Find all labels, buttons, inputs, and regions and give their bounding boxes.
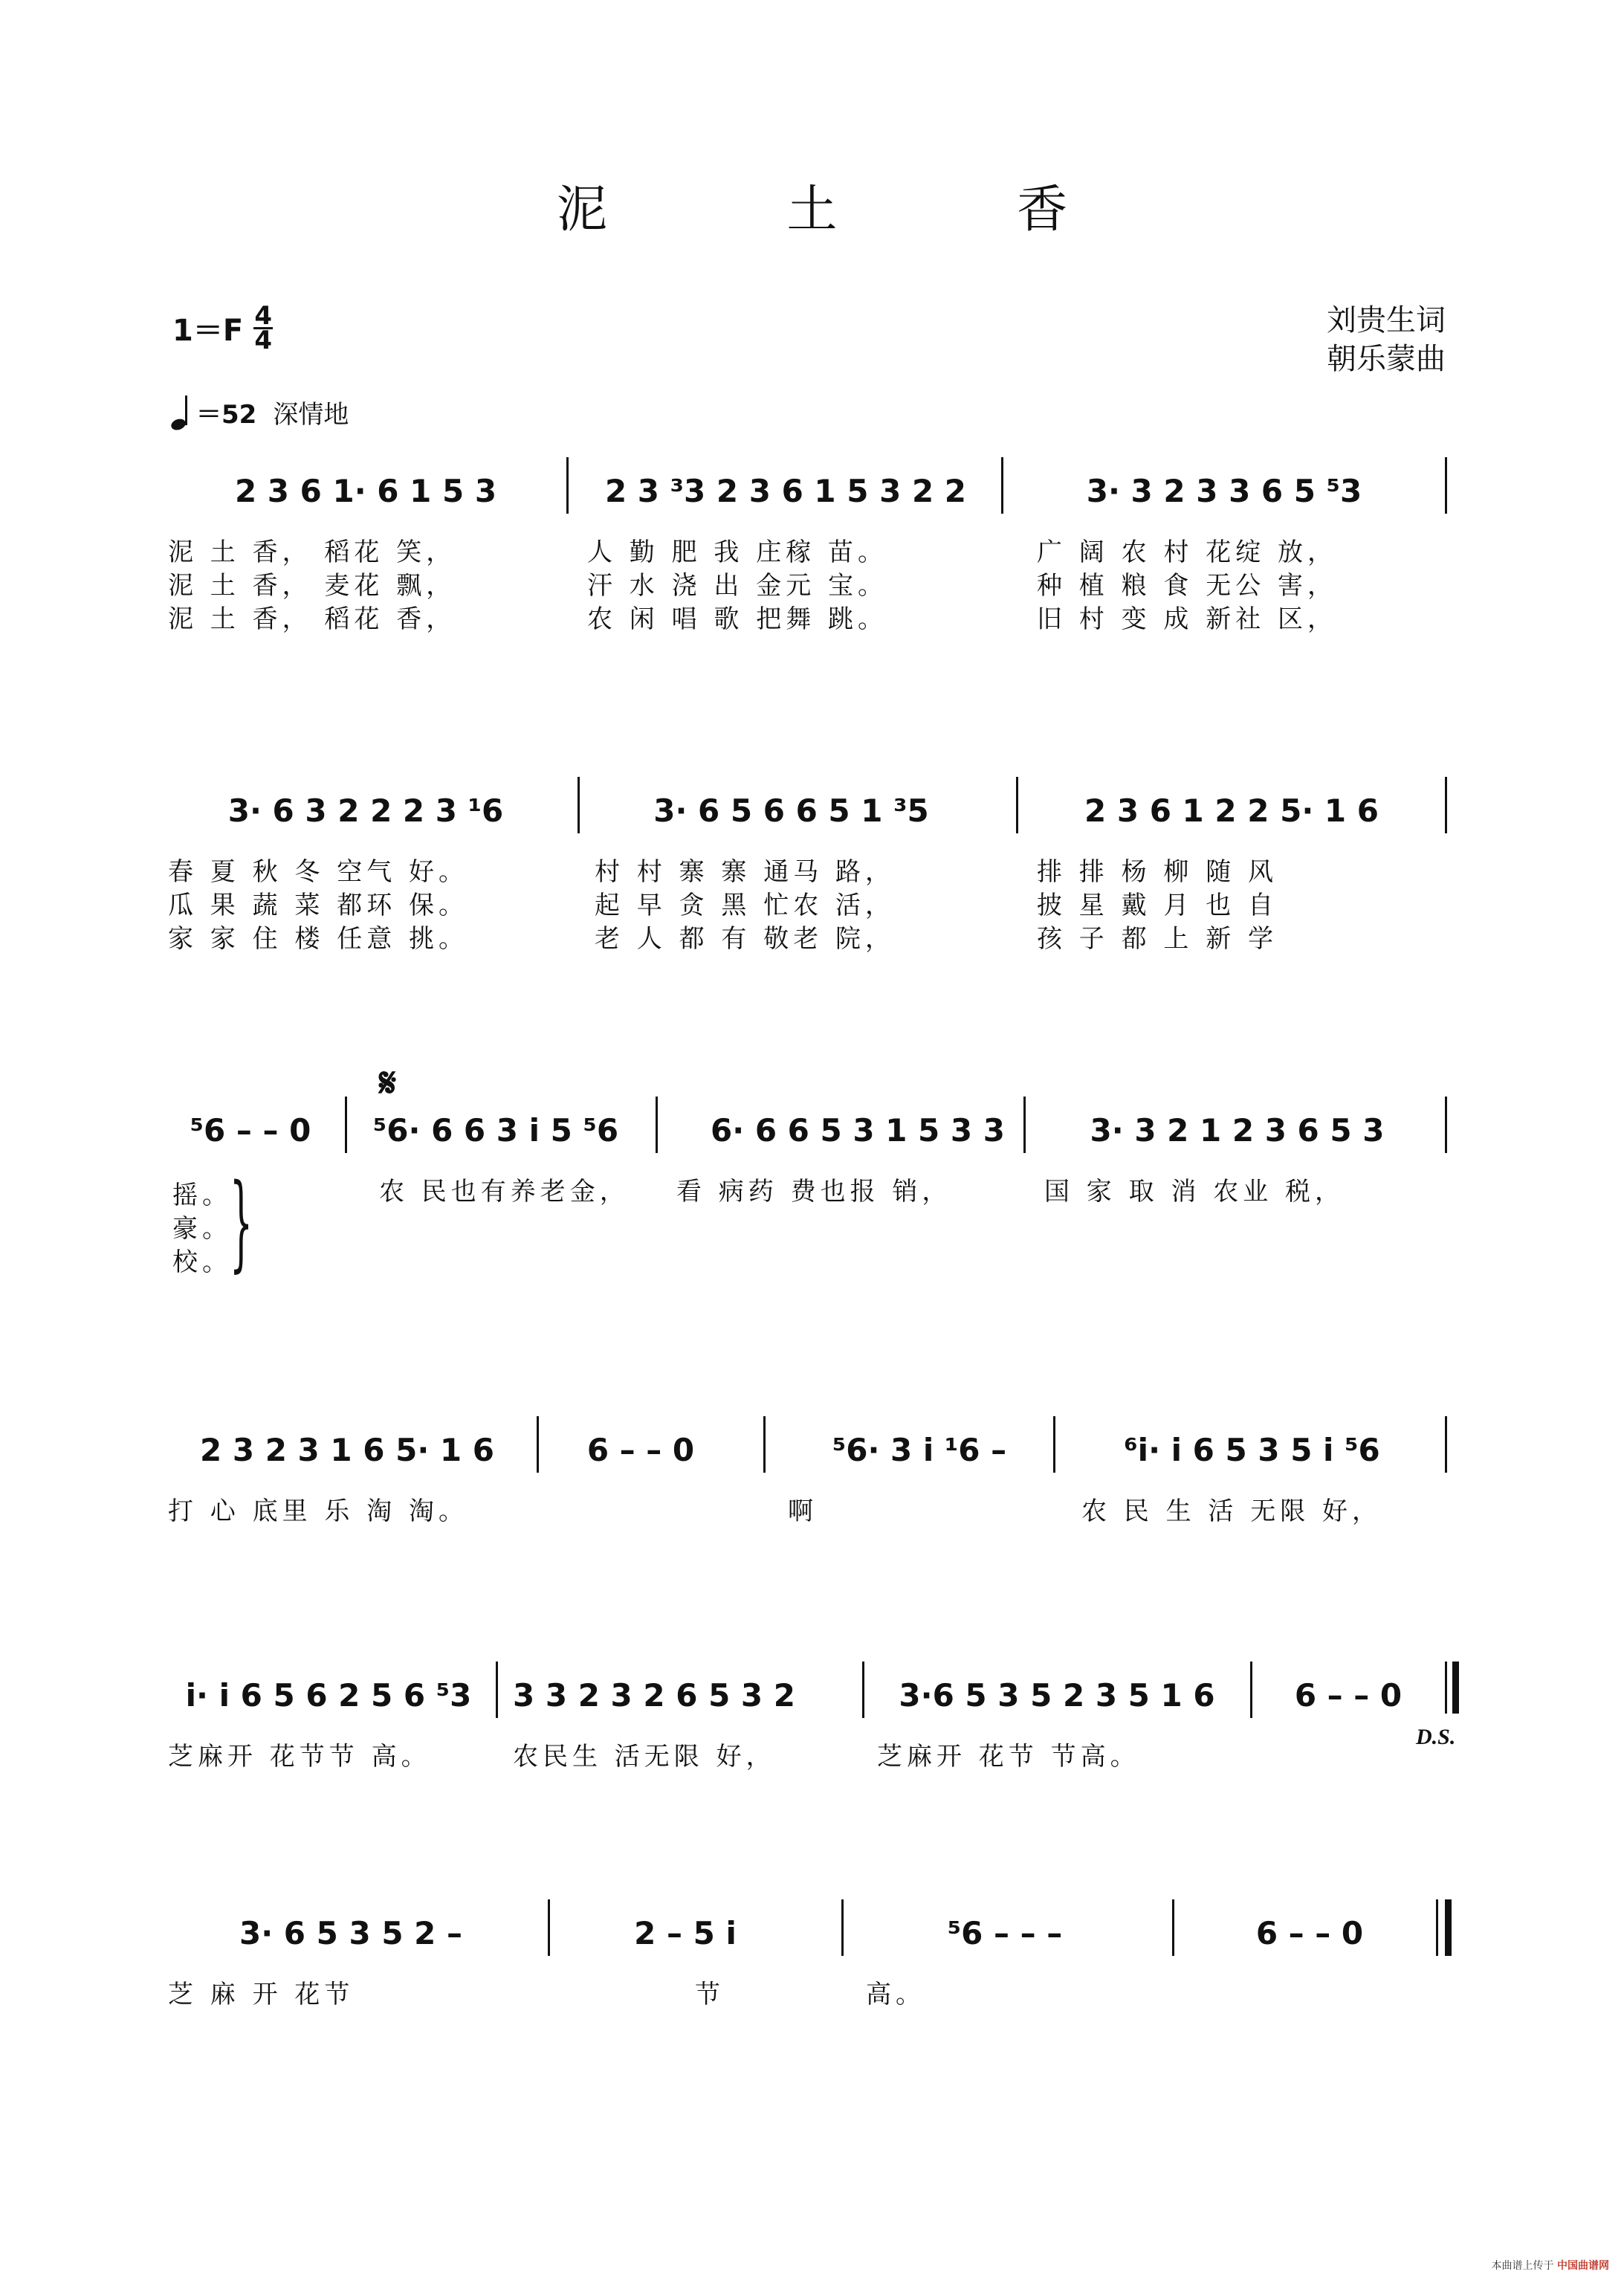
tempo-expression: 深情地 — [273, 400, 349, 430]
footer-brand: 中国曲谱网 — [1557, 2260, 1609, 2272]
staff-4 — [172, 1416, 1451, 1483]
barline — [1023, 1097, 1026, 1153]
lyric-v1-1: 春 夏 秋 冬 空气 好。 — [168, 857, 469, 887]
barline — [566, 457, 569, 514]
lyric-end-v3: 校。 — [172, 1247, 232, 1277]
bar-1-1: 2 3 6 1· 6 1 5 3 — [234, 472, 497, 509]
bar-6-1: 3· 6 5 3 5 2 – — [239, 1914, 463, 1951]
bar-4-1: 2 3 2 3 1 6 5· 1 6 — [200, 1431, 494, 1468]
lyric-4-3: 农 民 生 活 无限 好， — [1081, 1496, 1382, 1526]
bar-3-3: 6· 6 6 5 3 1 5 3 3 — [711, 1111, 1005, 1149]
lyric-v1-1: 泥 土 香， 稻花 笑， — [168, 537, 456, 567]
time-signature — [253, 301, 273, 355]
barline — [537, 1416, 539, 1473]
bar-4-4: ⁶i· i 6 5 3 5 i ⁵6 — [1124, 1431, 1380, 1468]
bar-5-3: 3·6 5 3 5 2 3 5 1 6 — [899, 1676, 1215, 1714]
barline — [656, 1097, 658, 1153]
bar-6-4: 6 – – 0 — [1255, 1914, 1364, 1951]
bar-4-2: 6 – – 0 — [586, 1431, 695, 1468]
barline — [1445, 777, 1447, 833]
segno-icon: 𝄋 — [379, 1059, 397, 1106]
lyric-4-2: 啊 — [788, 1496, 818, 1526]
final-barline-thick — [1445, 1899, 1452, 1956]
staff-6 — [172, 1899, 1451, 1966]
lyric-4-1: 打 心 底里 乐 淘 淘。 — [168, 1496, 469, 1526]
lyric-end-v1: 摇。 — [172, 1181, 232, 1210]
bar-2-1: 3· 6 3 2 2 2 3 ¹6 — [227, 792, 504, 829]
bar-1-2: 2 3 ³3 2 3 6 1 5 3 2 2 — [604, 472, 967, 509]
barline — [578, 777, 580, 833]
bar-6-2: 2 – 5 i — [634, 1914, 737, 1951]
lyric-v1-2: 人 勤 肥 我 庄稼 苗。 — [587, 537, 888, 567]
lyric-v2-2: 汗 水 浇 出 金元 宝。 — [587, 571, 888, 601]
tempo-value: ＝52 — [196, 400, 257, 430]
lyric-6-2: 节 — [695, 1980, 725, 2009]
bar-3-2: ⁵6· 6 6 3 i 5 ⁵6 — [372, 1111, 619, 1149]
repeat-barline-thick — [1452, 1662, 1459, 1714]
barline — [1016, 777, 1018, 833]
footer-credit — [1492, 2258, 1609, 2273]
lyric-refrain-1: 农 民也有养老金， — [379, 1177, 630, 1207]
lyric-v3-1: 家 家 住 楼 任意 挑。 — [168, 924, 469, 954]
barline — [1001, 457, 1003, 514]
lyric-refrain-2: 看 病药 费也报 销， — [676, 1177, 952, 1207]
lyric-v2-3: 种 植 粮 食 无公 害， — [1037, 571, 1338, 601]
song-title: 泥 土 香 — [556, 181, 1150, 239]
lyric-v1-3: 广 阔 农 村 花绽 放， — [1037, 537, 1338, 567]
barline — [548, 1899, 550, 1956]
barline — [496, 1662, 498, 1718]
bar-2-2: 3· 6 5 6 6 5 1 ³5 — [653, 792, 929, 829]
lyric-v1-2: 村 村 寨 寨 通马 路， — [595, 857, 896, 887]
barline — [841, 1899, 844, 1956]
lyric-v2-2: 起 早 贪 黑 忙农 活， — [595, 891, 896, 920]
staff-2 — [172, 777, 1451, 844]
credits — [1327, 301, 1446, 378]
barline — [1445, 457, 1447, 514]
bar-2-3: 2 3 6 1 2 2 5· 1 6 — [1084, 792, 1379, 829]
lyric-end-v2: 豪。 — [172, 1214, 232, 1244]
lyric-refrain-3: 国 家 取 消 农业 税， — [1044, 1177, 1345, 1207]
bar-5-4: 6 – – 0 — [1294, 1676, 1403, 1714]
time-top: 4 — [254, 301, 272, 331]
bar-5-2: 3 3 2 3 2 6 5 3 2 — [513, 1676, 795, 1714]
lyric-v3-2: 农 闲 唱 歌 把舞 跳。 — [587, 604, 888, 634]
lyric-5-2: 农民生 活无限 好， — [513, 1742, 776, 1772]
lyric-v3-2: 老 人 都 有 敬老 院， — [595, 924, 896, 954]
lyric-v2-3: 披 星 戴 月 也 自 — [1037, 891, 1278, 920]
footer-text: 本曲谱上传于 — [1491, 2260, 1554, 2272]
key-label: 1＝F — [172, 314, 244, 348]
lyricist: 刘贵生词 — [1327, 303, 1446, 338]
tempo-marking — [171, 394, 349, 430]
quarter-note-icon — [171, 395, 189, 430]
lyric-v3-3: 旧 村 变 成 新社 区， — [1037, 604, 1338, 634]
repeat-barline — [1445, 1662, 1447, 1714]
final-barline-thin — [1436, 1899, 1438, 1956]
time-bottom: 4 — [254, 326, 272, 355]
barline — [763, 1416, 766, 1473]
lyric-v2-1: 瓜 果 蔬 菜 都环 保。 — [168, 891, 469, 920]
verse-bracket: } — [229, 1162, 253, 1283]
barline — [345, 1097, 347, 1153]
bar-1-3: 3· 3 2 3 3 6 5 ⁵3 — [1086, 472, 1362, 509]
composer: 朝乐蒙曲 — [1327, 342, 1446, 376]
lyric-6-1: 芝 麻 开 花节 — [168, 1980, 355, 2009]
barline — [1445, 1416, 1447, 1473]
lyric-5-1: 芝麻开 花节节 高。 — [168, 1742, 431, 1772]
lyric-v3-1: 泥 土 香， 稻花 香， — [168, 604, 456, 634]
lyric-5-3: 芝麻开 花节 节高。 — [877, 1742, 1140, 1772]
key-signature — [172, 301, 273, 355]
bar-6-3: ⁵6 – – – — [947, 1914, 1063, 1951]
bar-3-1: ⁵6 – – 0 — [190, 1111, 311, 1149]
bar-4-3: ⁵6· 3 i ¹6 – — [832, 1431, 1007, 1468]
lyric-6-3: 高。 — [866, 1980, 925, 2009]
barline — [1053, 1416, 1055, 1473]
lyric-v2-1: 泥 土 香， 麦花 飘， — [168, 571, 456, 601]
dal-segno: D.S. — [1416, 1725, 1456, 1749]
barline — [1250, 1662, 1252, 1718]
staff-1 — [172, 457, 1451, 524]
lyric-v3-3: 孩 子 都 上 新 学 — [1037, 924, 1278, 954]
lyric-v1-3: 排 排 杨 柳 随 风 — [1037, 857, 1278, 887]
bar-5-1: i· i 6 5 6 2 5 6 ⁵3 — [185, 1676, 472, 1714]
bar-3-4: 3· 3 2 1 2 3 6 5 3 — [1090, 1111, 1385, 1149]
barline — [1445, 1097, 1447, 1153]
barline — [862, 1662, 864, 1718]
staff-3 — [172, 1097, 1451, 1163]
staff-5 — [172, 1662, 1451, 1728]
barline — [1172, 1899, 1174, 1956]
